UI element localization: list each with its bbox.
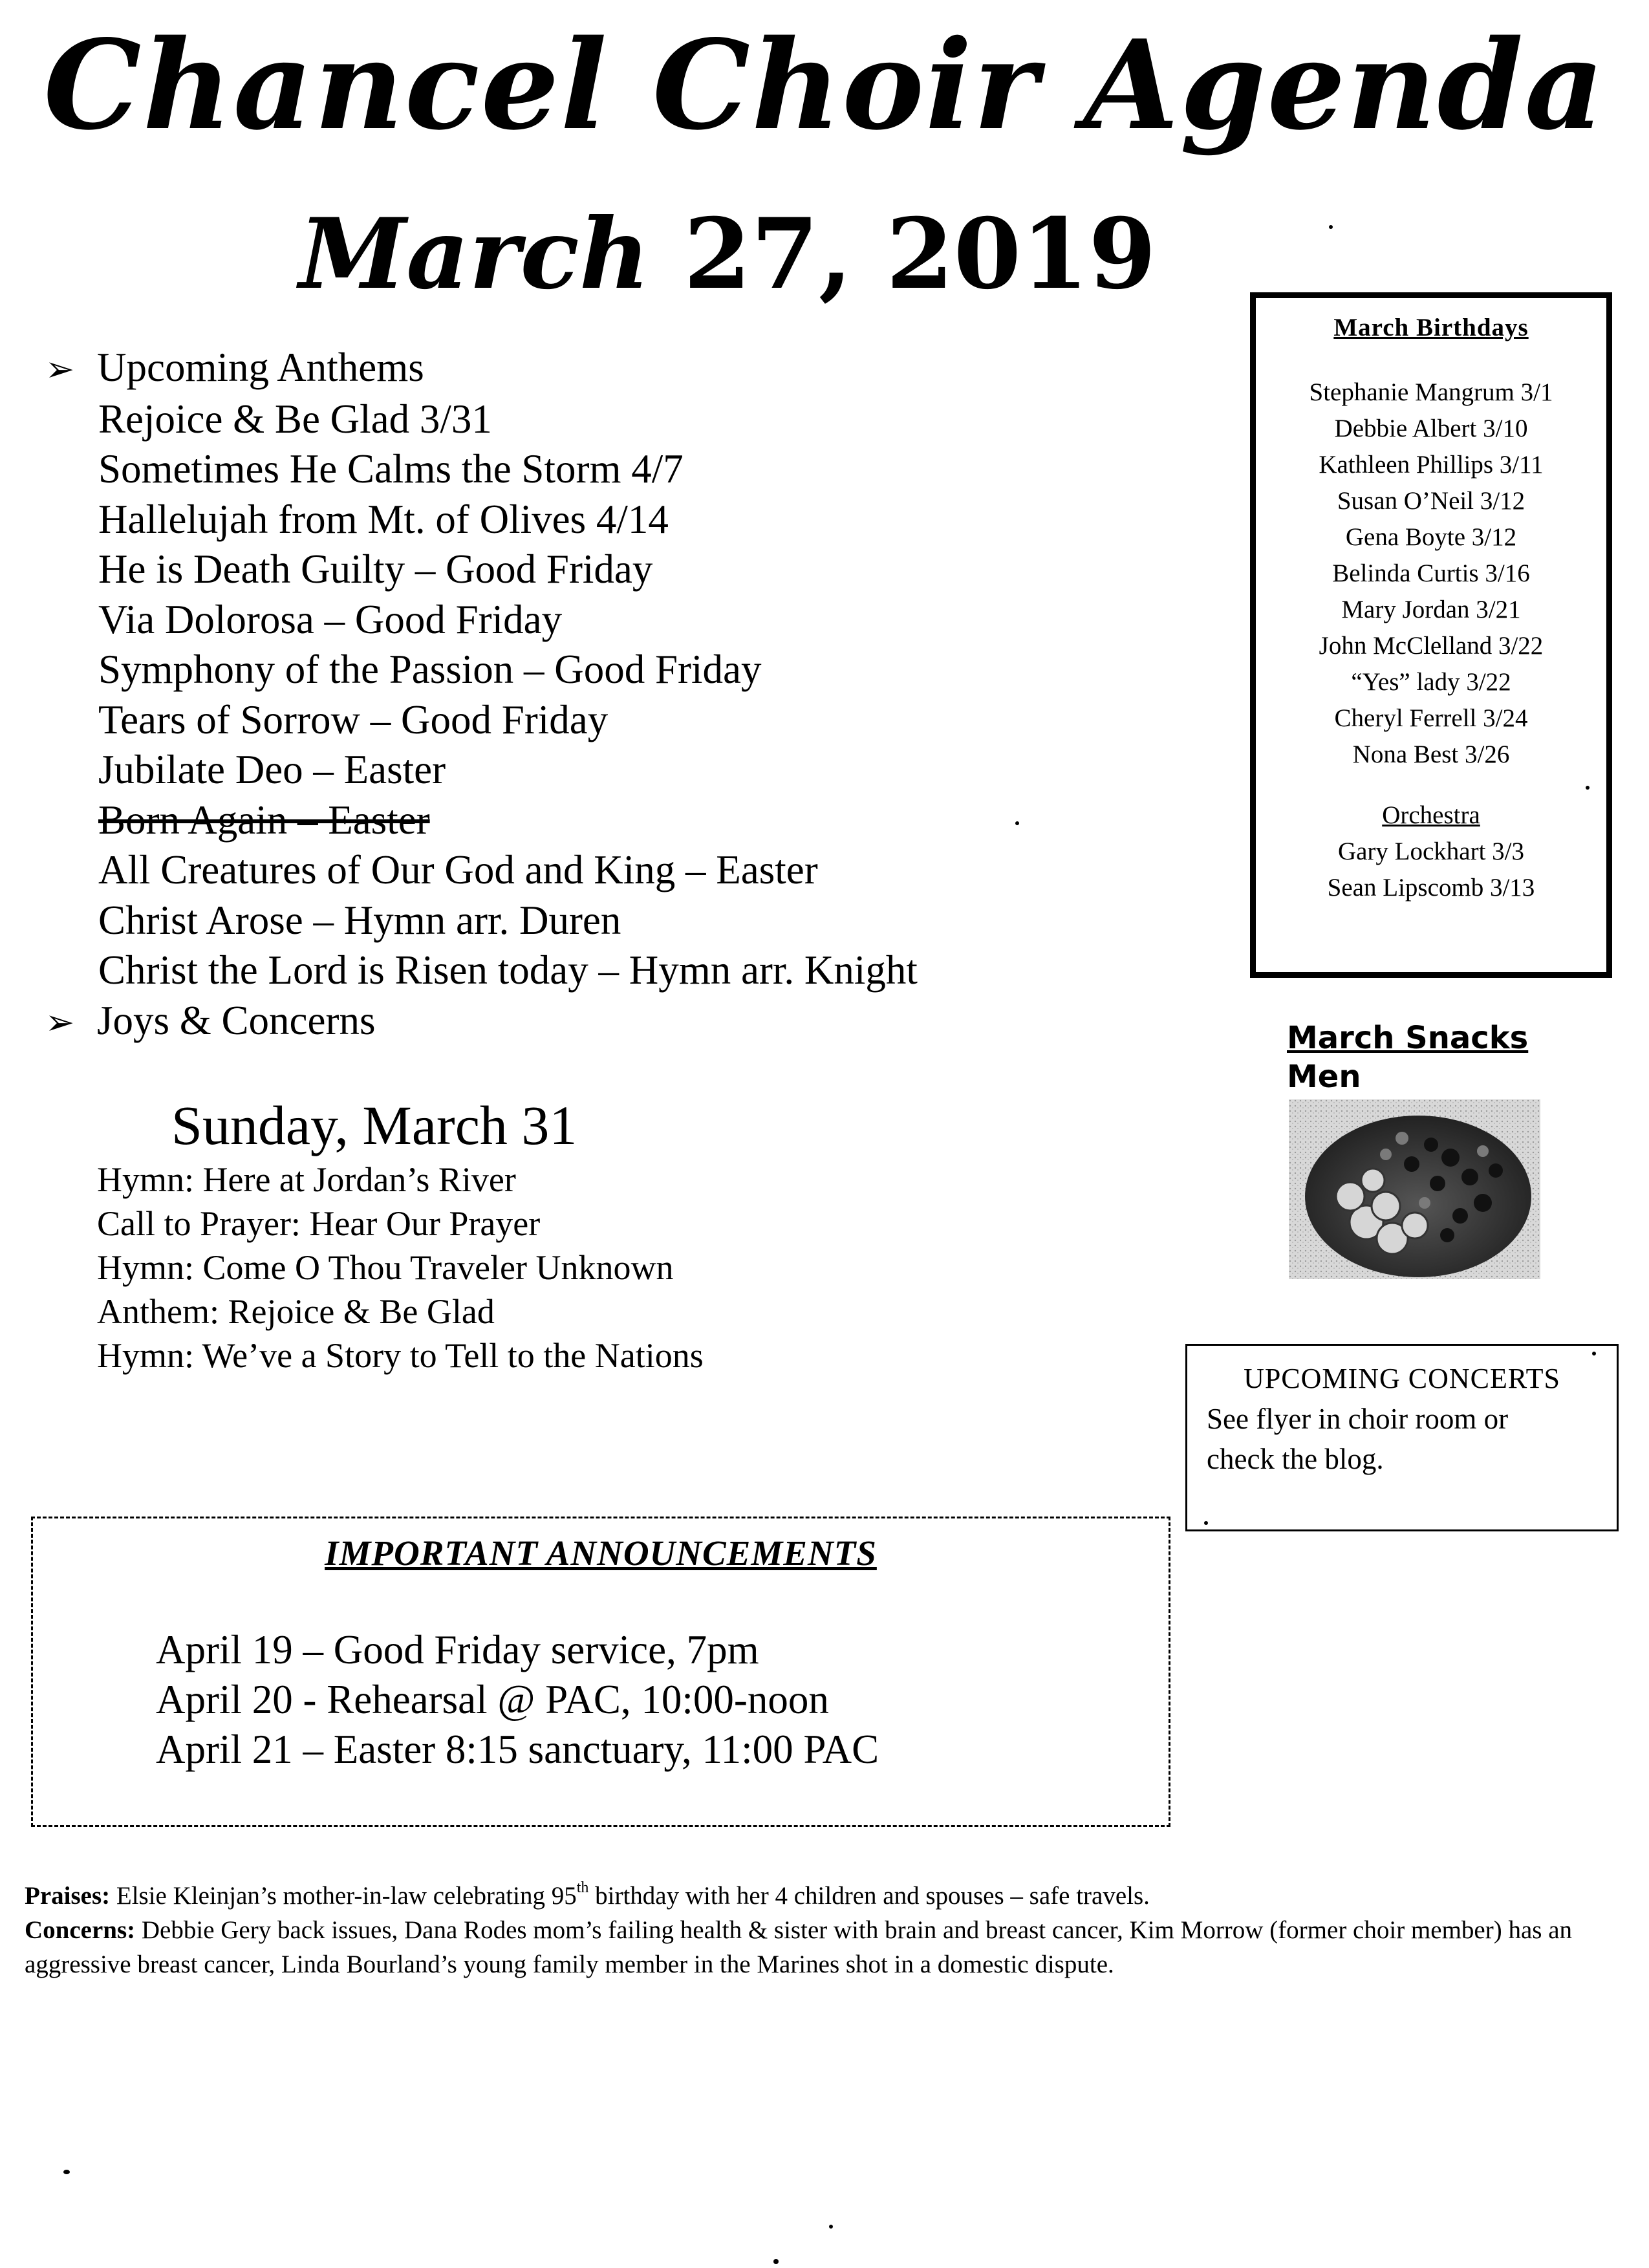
birthdays-heading: March Birthdays — [1333, 314, 1529, 341]
upcoming-concerts-box — [1185, 1344, 1619, 1531]
snacks-title: March Snacks — [1287, 1020, 1529, 1056]
anthem-list — [45, 394, 918, 996]
anthem-item: Rejoice & Be Glad 3/31 — [98, 396, 492, 442]
arrow-bullet-icon: ➢ — [45, 1001, 75, 1042]
scan-speck — [1592, 1352, 1596, 1355]
scan-speck — [63, 2170, 70, 2174]
praises-text-end: birthday with her 4 children and spouses – safe travels. — [588, 1882, 1150, 1910]
snacks-section — [1287, 1019, 1528, 1096]
birthday-item: Debbie Albert 3/10 — [1334, 415, 1528, 442]
orchestra-heading: Orchestra — [1382, 801, 1480, 829]
anthems-heading-line — [45, 343, 918, 394]
announcements-box — [31, 1517, 1170, 1827]
upcoming-anthems-section — [45, 343, 918, 1047]
scan-speck — [1586, 786, 1590, 790]
agenda-date — [0, 197, 1455, 311]
praises-text: Elsie Kleinjan’s mother-in-law celebrating 95 — [110, 1882, 577, 1910]
anthems-heading: Upcoming Anthems — [97, 345, 424, 390]
sunday-heading: Sunday, March 31 — [171, 1094, 577, 1156]
birthday-item: Mary Jordan 3/21 — [1341, 596, 1521, 623]
anthem-item: He is Death Guilty – Good Friday — [98, 546, 653, 592]
orchestra-birthday-item: Sean Lipscomb 3/13 — [1327, 874, 1535, 902]
orchestra-birthday-item: Gary Lockhart 3/3 — [1337, 837, 1525, 865]
arrow-bullet-icon: ➢ — [45, 349, 75, 389]
anthem-item: Christ the Lord is Risen today – Hymn arr. Knight — [98, 947, 918, 993]
anthem-item: Symphony of the Passion – Good Friday — [98, 647, 762, 692]
scan-speck — [1015, 821, 1019, 825]
program-item: Call to Prayer: Hear Our Prayer — [97, 1204, 541, 1243]
birthday-list — [1256, 374, 1606, 773]
praises-ordinal: th — [576, 1879, 589, 1896]
concerns-text: Debbie Gery back issues, Dana Rodes mom’s failing health & sister with brain and breast cancer, Kim Morrow (former choir member) has an aggressive breast cancer, Linda Bourland’s young family member in the Marines shot in a domestic dispute. — [25, 1916, 1572, 1978]
birthday-item: John McClelland 3/22 — [1319, 632, 1544, 660]
birthdays-box — [1250, 292, 1612, 978]
scan-speck — [1329, 225, 1333, 229]
concerts-heading: UPCOMING CONCERTS — [1244, 1363, 1560, 1394]
concerns-label: Concerns: — [25, 1916, 136, 1944]
sunday-program — [97, 1158, 704, 1377]
date-month: March — [299, 197, 650, 311]
birthday-item: Susan O’Neil 3/12 — [1337, 487, 1525, 515]
praises-paragraph — [25, 1879, 1615, 1913]
birthday-item: Kathleen Phillips 3/11 — [1319, 451, 1544, 479]
praises-label: Praises: — [25, 1882, 111, 1910]
birthday-item: Gena Boyte 3/12 — [1345, 523, 1517, 551]
praises-concerns-notes — [25, 1879, 1615, 1982]
announcement-item: April 20 - Rehearsal @ PAC, 10:00-noon — [156, 1677, 829, 1722]
concerns-paragraph — [25, 1913, 1615, 1982]
birthday-item: Cheryl Ferrell 3/24 — [1334, 704, 1528, 732]
announcement-item: April 21 – Easter 8:15 sanctuary, 11:00 PAC — [156, 1727, 879, 1772]
concerts-text-line: See flyer in choir room or — [1207, 1403, 1509, 1435]
joys-heading-line — [45, 996, 918, 1048]
snacks-assignee: Men — [1287, 1059, 1361, 1095]
anthem-item: Christ Arose – Hymn arr. Duren — [98, 897, 621, 943]
anthem-item-struck: Born Again – Easter — [98, 797, 430, 843]
program-item: Hymn: Come O Thou Traveler Unknown — [97, 1248, 674, 1287]
anthem-item: Sometimes He Calms the Storm 4/7 — [98, 446, 684, 491]
scan-speck — [773, 2259, 779, 2264]
date-day-year: 27, 2019 — [649, 197, 1156, 311]
announcements-title: IMPORTANT ANNOUNCEMENTS — [325, 1533, 877, 1573]
birthday-item: Stephanie Mangrum 3/1 — [1309, 378, 1553, 406]
birthday-item: “Yes” lady 3/22 — [1351, 668, 1511, 696]
program-item: Anthem: Rejoice & Be Glad — [97, 1292, 495, 1331]
anthem-item: Hallelujah from Mt. of Olives 4/14 — [98, 496, 669, 542]
anthem-item: Jubilate Deo – Easter — [98, 747, 446, 792]
program-item: Hymn: Here at Jordan’s River — [97, 1160, 516, 1199]
scan-speck — [829, 2225, 833, 2229]
scan-speck — [1204, 1521, 1208, 1525]
page-title: Chancel Choir Agenda — [43, 13, 1606, 157]
anthem-item: Tears of Sorrow – Good Friday — [98, 697, 609, 742]
birthday-item: Nona Best 3/26 — [1352, 740, 1510, 768]
announcement-list — [156, 1625, 879, 1775]
snack-platter-image — [1289, 1099, 1540, 1279]
birthday-item: Belinda Curtis 3/16 — [1332, 559, 1530, 587]
announcement-item: April 19 – Good Friday service, 7pm — [156, 1627, 759, 1672]
anthem-item: Via Dolorosa – Good Friday — [98, 596, 563, 642]
program-item: Hymn: We’ve a Story to Tell to the Nations — [97, 1336, 704, 1375]
concerts-text-line: check the blog. — [1207, 1443, 1384, 1475]
joys-concerns-heading: Joys & Concerns — [97, 997, 376, 1043]
anthem-item: All Creatures of Our God and King – Easter — [98, 847, 818, 892]
